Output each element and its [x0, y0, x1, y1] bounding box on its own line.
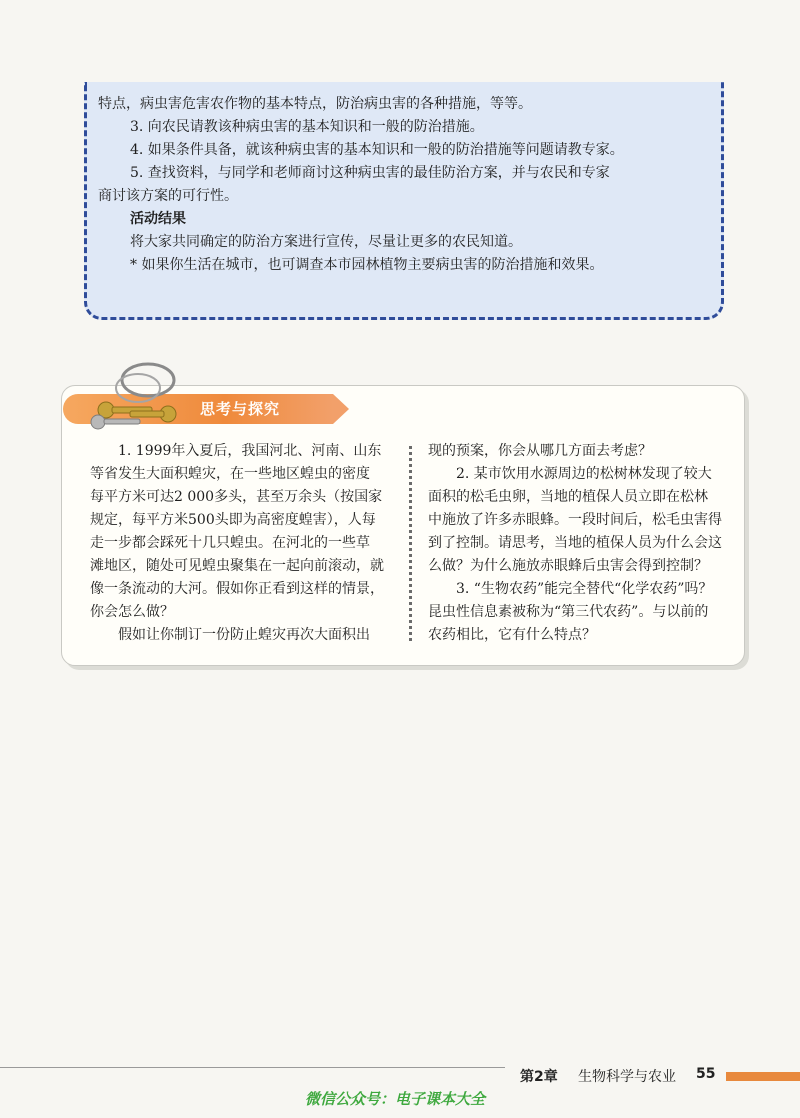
question-1-line: 滩地区，随处可见蝗虫聚集在一起向前滚动，就 [90, 558, 384, 574]
question-2-line: 2. 某市饮用水源周边的松树林发现了较大 [456, 466, 712, 482]
question-3-line: 昆虫性信息素被称为“第三代农药”。与以前的 [428, 604, 709, 620]
question-1-line: 等省发生大面积蝗灾，在一些地区蝗虫的密度 [90, 466, 370, 482]
question-1-line: 像一条流动的大河。假如你正看到这样的情景， [90, 581, 384, 597]
footer-subject: 生物科学与农业 [578, 1069, 676, 1085]
activity-step-4: 4. 如果条件具备，就该种病虫害的基本知识和一般的防治措施等问题请教专家。 [130, 142, 624, 158]
activity-step-3: 3. 向农民请教该种病虫害的基本知识和一般的防治措施。 [130, 119, 484, 135]
question-2-line: 中施放了许多赤眼蜂。一段时间后，松毛虫害得 [428, 512, 722, 528]
think-right-column [428, 440, 732, 647]
question-2-line: 面积的松毛虫卵，当地的植保人员立即在松林 [428, 489, 708, 505]
activity-line: 商讨该方案的可行性。 [98, 188, 238, 204]
page-number: 55 [696, 1066, 716, 1082]
question-1-line: 每平方米可达2 000多头，甚至万余头（按国家 [90, 489, 383, 505]
question-1-line: 1. 1999年入夏后，我国河北、河南、山东 [118, 443, 382, 459]
footer-accent-bar [726, 1072, 800, 1081]
question-1-line: 假如让你制订一份防止蝗灾再次大面积出 [118, 627, 370, 643]
question-1-line: 你会怎么做？ [90, 604, 174, 620]
think-explore-title: 思考与探究 [200, 400, 281, 418]
activity-step-5: 5. 查找资料，与同学和老师商讨这种病虫害的最佳防治方案，并与农民和专家 [130, 165, 610, 181]
activity-result-heading: 活动结果 [130, 211, 186, 227]
footer-chapter: 第2章 [520, 1069, 558, 1085]
activity-text [98, 93, 718, 277]
question-2-line: 到了控制。请思考，当地的植保人员为什么会这 [428, 535, 722, 551]
question-1-line: 规定，每平方米500头即为高密度蝗害），人每 [90, 512, 376, 528]
question-1-line: 现的预案，你会从哪几方面去考虑？ [428, 443, 652, 459]
question-2-line: 么做？为什么施放赤眼蜂后虫害会得到控制？ [428, 558, 708, 574]
keys-icon [78, 358, 198, 438]
question-3-line: 3. “生物农药”能完全替代“化学农药”吗？ [456, 581, 713, 597]
activity-line: 特点，病虫害危害农作物的基本特点，防治病虫害的各种措施，等等。 [98, 96, 532, 112]
question-3-line: 农药相比，它有什么特点？ [428, 627, 596, 643]
question-1-line: 走一步都会踩死十几只蝗虫。在河北的一些草 [90, 535, 370, 551]
think-left-column [90, 440, 392, 647]
footer-rule [0, 1067, 505, 1068]
watermark-text: 微信公众号：电子课本大全 [305, 1090, 486, 1108]
column-divider [409, 446, 412, 641]
activity-result-note: * 如果你生活在城市，也可调查本市园林植物主要病虫害的防治措施和效果。 [130, 257, 604, 273]
activity-result-line: 将大家共同确定的防治方案进行宣传，尽量让更多的农民知道。 [130, 234, 522, 250]
